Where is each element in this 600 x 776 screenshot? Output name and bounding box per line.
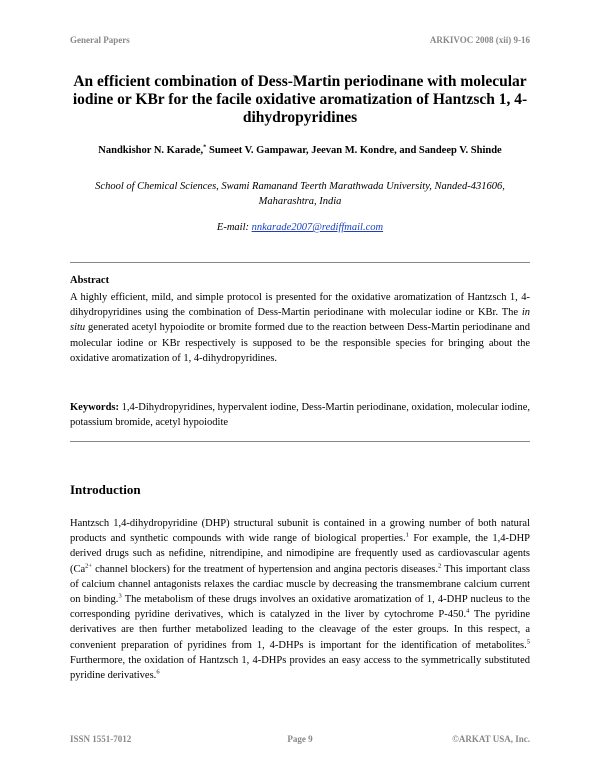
citation-ref-4: 4 — [466, 607, 470, 615]
keywords-list: 1,4-Dihydropyridines, hypervalent iodine, Dess-Martin periodinane, oxidation, molecular iodine, potassium bromide, acetyl hypoiodite — [70, 402, 530, 429]
abstract-bottom-divider — [70, 441, 530, 442]
intro-sentence-6: The pyridine derivatives are then further metabolized leading to the cleavage of the ester groups. In this respect, a convenient preparation of pyridines from 1, 4-DHPs is important for the identification of metabolites. — [70, 609, 530, 651]
citation-ref-5: 5 — [526, 638, 530, 646]
intro-sentence-5: The metabolism of these drugs involves an oxidative aromatization of 1, 4-DHP nucleus to the corresponding pyridine derivatives, which is catalyzed in the liver by cytochrome P-450. — [70, 594, 531, 621]
intro-sentence-7: Furthermore, the oxidation of Hantzsch 1, 4-DHPs provides an easy access to the symmetrically substituted pyridine derivatives. — [70, 654, 530, 682]
keywords — [70, 400, 530, 430]
introduction-heading: Introduction — [70, 482, 141, 497]
citation-ref-6: 6 — [156, 668, 160, 676]
intro-sentence-3: channel blockers) for the treatment of hypertension and angina pectoris diseases. — [92, 563, 439, 575]
footer-page-number: Page 9 — [287, 734, 313, 744]
intro-sentence-4: This important class of calcium channel antagonists relaxes the cardiac muscle by decreasing the transmembrane calcium current on binding. — [70, 563, 530, 606]
paper-title: An efficient combination of Dess-Martin periodinane with molecular iodine or KBr for the facile oxidative aromatization of Hantzsch 1, 4-dihydropyridines — [72, 73, 528, 126]
email-line — [70, 222, 530, 233]
header-journal-citation: ARKIVOC 2008 (xii) 9-16 — [429, 35, 530, 45]
corresponding-author: Nandkishor N. Karade, — [98, 145, 204, 156]
citation-ref-2: 2 — [438, 562, 442, 570]
abstract-text-part2: generated acetyl hypoiodite or bromite formed due to the reaction between Dess-Martin periodinane and molecular iodine or KBr respectively is supposed to be the responsible species for bringing about the oxidative aromatization of 1, 4-dihydropyridines. — [70, 322, 530, 364]
abstract-text-part1: A highly efficient, mild, and simple protocol is presented for the oxidative aromatization of Hantzsch 1, 4-dihydropyridines using the combination of Dess-Martin periodinane with molecular iodine or KBr. The — [70, 292, 530, 319]
footer-copyright: ©ARKAT USA, Inc. — [452, 734, 530, 744]
email-link[interactable]: nnkarade2007@rediffmail.com — [251, 222, 384, 233]
corresponding-author-mark: * — [203, 143, 207, 151]
intro-sentence-1: Hantzsch 1,4-dihydropyridine (DHP) structural subunit is contained in a growing number of both natural products and synthetic compounds with wide range of biological properties. — [70, 518, 530, 545]
abstract-text — [70, 290, 530, 366]
abstract-in-situ: in situ — [70, 307, 530, 334]
citation-ref-3: 3 — [118, 592, 122, 600]
keywords-label: Keywords: — [70, 402, 119, 413]
calcium-charge: 2+ — [85, 562, 93, 570]
header-section-label: General Papers — [70, 35, 130, 45]
footer-issn: ISSN 1551-7012 — [70, 734, 132, 744]
abstract-heading: Abstract — [70, 275, 110, 286]
abstract-top-divider — [70, 262, 530, 263]
co-authors: Sumeet V. Gampawar, Jeevan M. Kondre, and Sandeep V. Shinde — [206, 145, 502, 156]
citation-ref-1: 1 — [405, 531, 409, 539]
author-list — [40, 145, 560, 156]
email-label: E-mail: — [216, 222, 252, 233]
intro-sentence-2: For example, the 1,4-DHP derived drugs such as nefidine, nitrendipine, and nimodipine are frequently used as cardiovascular agents (Ca — [70, 533, 530, 575]
affiliation: School of Chemical Sciences, Swami Ramanand Teerth Marathwada University, Nanded-431606, Maharashtra, India — [95, 181, 505, 207]
introduction-text — [70, 516, 530, 683]
